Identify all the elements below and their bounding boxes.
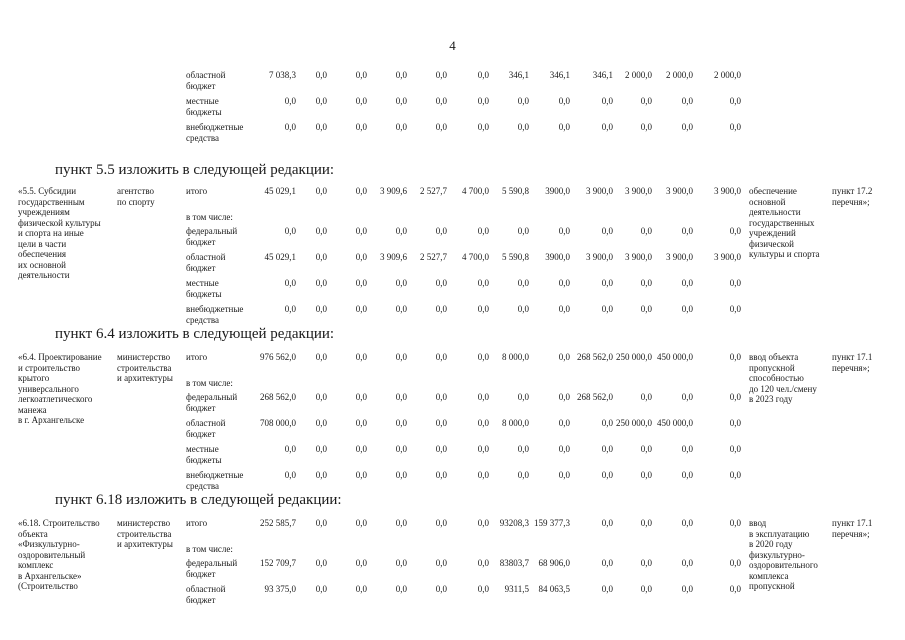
table-cell: 250 000,0 <box>616 352 652 362</box>
table-cell: 0,0 <box>355 392 367 402</box>
table-cell: 708 000,0 <box>260 418 296 428</box>
table-cell: 976 562,0 <box>260 352 296 362</box>
table-cell: 84 063,5 <box>538 584 570 594</box>
measure-name: «5.5. Субсидии государственным учреждениям физической культуры и спорта на иные цели в части обеспечения их основной деятельности <box>18 186 101 280</box>
table-cell: 0,0 <box>558 226 570 236</box>
table-cell: 0,0 <box>601 470 613 480</box>
table-cell: 0,0 <box>315 558 327 568</box>
table-cell: 0,0 <box>601 444 613 454</box>
table-cell: 3 900,0 <box>586 252 613 262</box>
table-cell: 0,0 <box>729 518 741 528</box>
table-cell: 2 000,0 <box>714 70 741 80</box>
table-cell: 0,0 <box>355 470 367 480</box>
table-cell: 68 906,0 <box>538 558 570 568</box>
row-label: областной бюджет <box>186 584 226 605</box>
table-cell: 0,0 <box>395 392 407 402</box>
table-cell: 0,0 <box>517 122 529 132</box>
table-cell: 0,0 <box>601 558 613 568</box>
table-cell: 0,0 <box>517 278 529 288</box>
table-cell: 0,0 <box>477 392 489 402</box>
table-cell: 0,0 <box>315 186 327 196</box>
table-cell: 0,0 <box>640 584 652 594</box>
table-cell: 0,0 <box>435 558 447 568</box>
expected-result: обеспечение основной деятельности государственных учреждений физической культуры и спорта <box>749 186 820 259</box>
table-cell: 0,0 <box>601 584 613 594</box>
table-cell: 0,0 <box>681 122 693 132</box>
row-label: итого <box>186 352 208 362</box>
table-cell: 7 038,3 <box>269 70 296 80</box>
table-cell: 0,0 <box>477 584 489 594</box>
table-cell: 0,0 <box>355 96 367 106</box>
table-cell: 0,0 <box>315 70 327 80</box>
row-label: местные бюджеты <box>186 278 222 299</box>
table-cell: 0,0 <box>640 304 652 314</box>
table-cell: 450 000,0 <box>657 418 693 428</box>
reference: пункт 17.2 перечня»; <box>832 186 873 207</box>
table-cell: 0,0 <box>315 418 327 428</box>
section-heading: пункт 5.5 изложить в следующей редакции: <box>55 162 335 178</box>
table-cell: 0,0 <box>601 418 613 428</box>
table-cell: 0,0 <box>681 470 693 480</box>
table-cell: 0,0 <box>558 352 570 362</box>
table-cell: 0,0 <box>729 418 741 428</box>
table-cell: 0,0 <box>284 122 296 132</box>
table-cell: 0,0 <box>640 96 652 106</box>
row-label: областной бюджет <box>186 418 226 439</box>
table-cell: 0,0 <box>355 444 367 454</box>
table-cell: 3900,0 <box>545 252 570 262</box>
table-cell: 2 527,7 <box>420 252 447 262</box>
table-cell: 0,0 <box>729 122 741 132</box>
table-cell: 0,0 <box>355 252 367 262</box>
table-cell: 0,0 <box>477 304 489 314</box>
table-cell: 3 900,0 <box>586 186 613 196</box>
table-cell: 0,0 <box>640 122 652 132</box>
expected-result: ввод объекта пропускной способностью до 120 чел./смену в 2023 году <box>749 352 817 404</box>
table-cell: 0,0 <box>640 392 652 402</box>
table-cell: 0,0 <box>640 470 652 480</box>
table-cell: 8 000,0 <box>502 418 529 428</box>
row-label: внебюджетные средства <box>186 304 244 325</box>
table-cell: 0,0 <box>558 418 570 428</box>
table-cell: 0,0 <box>355 122 367 132</box>
table-cell: 0,0 <box>355 558 367 568</box>
table-cell: 0,0 <box>395 444 407 454</box>
table-cell: 0,0 <box>729 352 741 362</box>
row-label: федеральный бюджет <box>186 392 238 413</box>
table-cell: 0,0 <box>640 518 652 528</box>
reference: пункт 17.1 перечня»; <box>832 518 873 539</box>
table-cell: 0,0 <box>517 226 529 236</box>
table-cell: 8 000,0 <box>502 352 529 362</box>
row-label: в том числе: <box>186 378 233 388</box>
section-heading: пункт 6.18 изложить в следующей редакции: <box>55 492 342 508</box>
table-cell: 0,0 <box>315 444 327 454</box>
table-cell: 0,0 <box>681 304 693 314</box>
table-cell: 0,0 <box>355 226 367 236</box>
row-label: в том числе: <box>186 544 233 554</box>
table-cell: 0,0 <box>517 96 529 106</box>
table-cell: 152 709,7 <box>260 558 296 568</box>
table-cell: 0,0 <box>284 304 296 314</box>
table-cell: 0,0 <box>477 470 489 480</box>
table-cell: 0,0 <box>729 558 741 568</box>
table-cell: 0,0 <box>477 352 489 362</box>
table-cell: 0,0 <box>284 470 296 480</box>
table-cell: 0,0 <box>284 226 296 236</box>
table-cell: 93 375,0 <box>264 584 296 594</box>
table-cell: 0,0 <box>681 226 693 236</box>
table-cell: 0,0 <box>729 278 741 288</box>
table-cell: 5 590,8 <box>502 252 529 262</box>
table-cell: 268 562,0 <box>577 392 613 402</box>
table-cell: 3 900,0 <box>714 252 741 262</box>
table-cell: 0,0 <box>395 304 407 314</box>
table-cell: 4 700,0 <box>462 252 489 262</box>
table-cell: 0,0 <box>477 226 489 236</box>
executor: министерство строительства и архитектуры <box>117 352 173 383</box>
table-cell: 3900,0 <box>545 186 570 196</box>
table-cell: 0,0 <box>284 96 296 106</box>
table-cell: 0,0 <box>395 70 407 80</box>
table-cell: 0,0 <box>477 418 489 428</box>
measure-name: «6.4. Проектирование и строительство крытого универсального легкоатлетического манежа в г. Архангельске <box>18 352 102 425</box>
table-cell: 5 590,8 <box>502 186 529 196</box>
table-cell: 0,0 <box>315 392 327 402</box>
row-label: итого <box>186 186 208 196</box>
table-cell: 45 029,1 <box>264 186 296 196</box>
table-cell: 0,0 <box>477 518 489 528</box>
table-cell: 0,0 <box>477 70 489 80</box>
row-label: внебюджетные средства <box>186 470 244 491</box>
table-cell: 0,0 <box>355 186 367 196</box>
table-cell: 0,0 <box>558 278 570 288</box>
table-cell: 0,0 <box>558 392 570 402</box>
table-cell: 3 900,0 <box>666 186 693 196</box>
table-cell: 0,0 <box>395 96 407 106</box>
table-cell: 0,0 <box>435 304 447 314</box>
table-cell: 0,0 <box>315 96 327 106</box>
table-cell: 0,0 <box>435 584 447 594</box>
table-cell: 0,0 <box>601 226 613 236</box>
table-cell: 45 029,1 <box>264 252 296 262</box>
table-cell: 4 700,0 <box>462 186 489 196</box>
table-cell: 252 585,7 <box>260 518 296 528</box>
table-cell: 0,0 <box>681 558 693 568</box>
table-cell: 0,0 <box>395 352 407 362</box>
table-cell: 0,0 <box>315 122 327 132</box>
table-cell: 0,0 <box>601 122 613 132</box>
reference: пункт 17.1 перечня»; <box>832 352 873 373</box>
table-cell: 0,0 <box>681 392 693 402</box>
table-cell: 0,0 <box>558 122 570 132</box>
table-cell: 0,0 <box>395 584 407 594</box>
table-cell: 346,1 <box>549 70 570 80</box>
table-cell: 0,0 <box>729 470 741 480</box>
row-label: областной бюджет <box>186 252 226 273</box>
table-cell: 9311,5 <box>504 584 529 594</box>
table-cell: 3 909,6 <box>380 252 407 262</box>
table-cell: 0,0 <box>435 392 447 402</box>
table-cell: 0,0 <box>681 444 693 454</box>
table-cell: 0,0 <box>395 418 407 428</box>
table-cell: 0,0 <box>355 278 367 288</box>
table-cell: 0,0 <box>435 278 447 288</box>
table-cell: 0,0 <box>681 278 693 288</box>
table-cell: 0,0 <box>477 96 489 106</box>
table-cell: 0,0 <box>729 584 741 594</box>
table-cell: 0,0 <box>355 418 367 428</box>
table-cell: 0,0 <box>640 558 652 568</box>
table-cell: 0,0 <box>517 470 529 480</box>
table-cell: 0,0 <box>355 304 367 314</box>
table-cell: 0,0 <box>729 304 741 314</box>
table-cell: 0,0 <box>558 470 570 480</box>
table-cell: 0,0 <box>315 470 327 480</box>
table-cell: 3 909,6 <box>380 186 407 196</box>
table-cell: 83803,7 <box>499 558 529 568</box>
table-cell: 0,0 <box>601 518 613 528</box>
page-number: 4 <box>449 38 456 53</box>
table-cell: 0,0 <box>315 352 327 362</box>
table-cell: 0,0 <box>477 278 489 288</box>
table-cell: 0,0 <box>435 96 447 106</box>
table-cell: 0,0 <box>601 304 613 314</box>
table-cell: 93208,3 <box>499 518 529 528</box>
table-cell: 0,0 <box>435 70 447 80</box>
table-cell: 0,0 <box>315 584 327 594</box>
table-cell: 0,0 <box>729 96 741 106</box>
table-cell: 0,0 <box>477 122 489 132</box>
table-cell: 0,0 <box>640 278 652 288</box>
table-cell: 268 562,0 <box>577 352 613 362</box>
table-cell: 0,0 <box>517 444 529 454</box>
row-label: итого <box>186 518 208 528</box>
table-cell: 0,0 <box>355 70 367 80</box>
table-cell: 0,0 <box>284 444 296 454</box>
table-cell: 0,0 <box>395 518 407 528</box>
executor: агентство по спорту <box>117 186 155 207</box>
table-cell: 159 377,3 <box>534 518 570 528</box>
table-cell: 0,0 <box>558 304 570 314</box>
table-cell: 2 527,7 <box>420 186 447 196</box>
table-cell: 0,0 <box>601 278 613 288</box>
table-cell: 0,0 <box>729 392 741 402</box>
table-cell: 0,0 <box>640 444 652 454</box>
table-cell: 3 900,0 <box>714 186 741 196</box>
table-cell: 0,0 <box>517 392 529 402</box>
table-cell: 0,0 <box>517 304 529 314</box>
table-cell: 3 900,0 <box>666 252 693 262</box>
row-label: местные бюджеты <box>186 96 222 117</box>
section-heading: пункт 6.4 изложить в следующей редакции: <box>55 326 335 342</box>
table-cell: 0,0 <box>435 352 447 362</box>
row-label: федеральный бюджет <box>186 558 238 579</box>
table-cell: 0,0 <box>435 470 447 480</box>
table-cell: 2 000,0 <box>666 70 693 80</box>
table-cell: 0,0 <box>435 418 447 428</box>
table-cell: 0,0 <box>315 518 327 528</box>
table-cell: 0,0 <box>315 252 327 262</box>
table-cell: 250 000,0 <box>616 418 652 428</box>
row-label: областной бюджет <box>186 70 226 91</box>
table-cell: 0,0 <box>477 444 489 454</box>
table-cell: 346,1 <box>508 70 529 80</box>
table-cell: 0,0 <box>284 278 296 288</box>
table-cell: 0,0 <box>395 122 407 132</box>
table-cell: 0,0 <box>729 226 741 236</box>
table-cell: 0,0 <box>435 444 447 454</box>
table-cell: 0,0 <box>395 470 407 480</box>
table-cell: 0,0 <box>435 226 447 236</box>
table-cell: 0,0 <box>395 278 407 288</box>
row-label: федеральный бюджет <box>186 226 238 247</box>
row-label: в том числе: <box>186 212 233 222</box>
table-cell: 0,0 <box>681 96 693 106</box>
executor: министерство строительства и архитектуры <box>117 518 173 549</box>
table-cell: 0,0 <box>315 278 327 288</box>
table-cell: 0,0 <box>477 558 489 568</box>
table-cell: 3 900,0 <box>625 252 652 262</box>
table-cell: 450 000,0 <box>657 352 693 362</box>
table-cell: 0,0 <box>601 96 613 106</box>
table-cell: 0,0 <box>315 304 327 314</box>
table-cell: 346,1 <box>592 70 613 80</box>
table-cell: 3 900,0 <box>625 186 652 196</box>
table-cell: 0,0 <box>640 226 652 236</box>
table-cell: 0,0 <box>355 584 367 594</box>
table-cell: 0,0 <box>681 584 693 594</box>
table-cell: 0,0 <box>681 518 693 528</box>
table-cell: 268 562,0 <box>260 392 296 402</box>
table-cell: 0,0 <box>315 226 327 236</box>
table-cell: 2 000,0 <box>625 70 652 80</box>
table-cell: 0,0 <box>355 518 367 528</box>
table-cell: 0,0 <box>395 558 407 568</box>
table-cell: 0,0 <box>435 518 447 528</box>
table-cell: 0,0 <box>558 444 570 454</box>
table-cell: 0,0 <box>395 226 407 236</box>
row-label: внебюджетные средства <box>186 122 244 143</box>
table-cell: 0,0 <box>729 444 741 454</box>
expected-result: ввод в эксплуатацию в 2020 году физкультурно- оздоровительного комплекса пропускной <box>749 518 818 591</box>
table-cell: 0,0 <box>435 122 447 132</box>
measure-name: «6.18. Строительство объекта «Физкультурно- оздоровительный комплекс в Архангельске» (Строительство <box>18 518 100 591</box>
table-cell: 0,0 <box>355 352 367 362</box>
table-cell: 0,0 <box>558 96 570 106</box>
row-label: местные бюджеты <box>186 444 222 465</box>
